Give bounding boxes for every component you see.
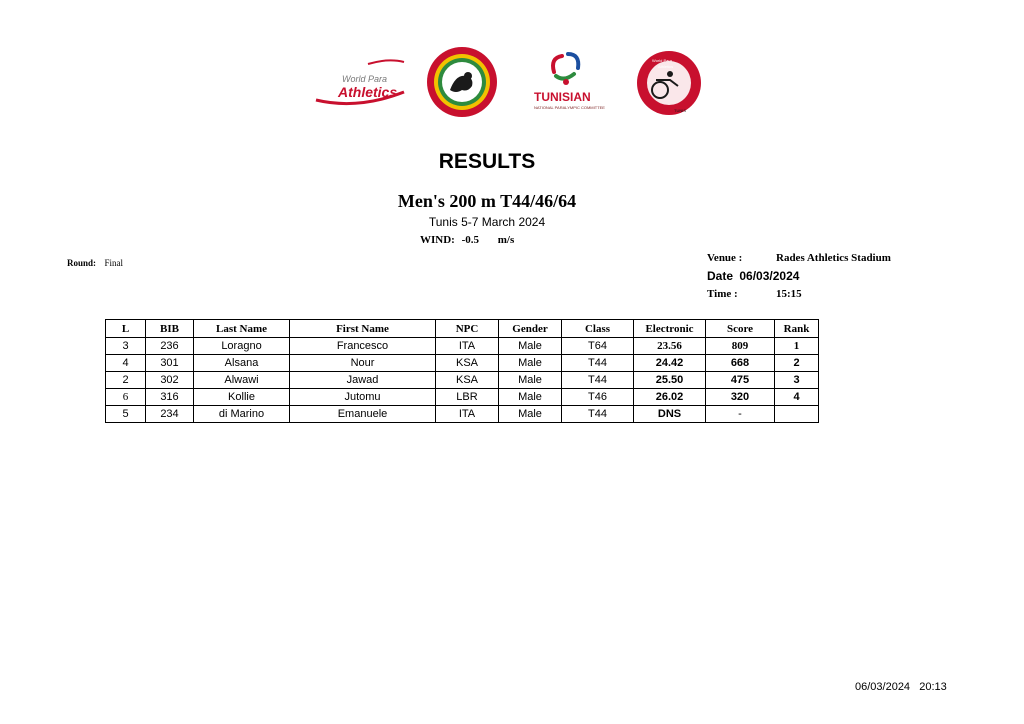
table-row (106, 372, 819, 389)
table-body (106, 338, 819, 423)
cell-class: T44 (562, 406, 634, 423)
cell-gender: Male (499, 338, 562, 355)
circular-emblem-icon (426, 46, 498, 118)
table-header-row (106, 320, 819, 338)
wind-value: -0.5 (461, 234, 480, 246)
cell-lane: 5 (106, 406, 146, 423)
cell-lane: 4 (106, 355, 146, 372)
col-header-score: Score (706, 320, 775, 338)
date-value: 06/03/2024 (739, 269, 800, 283)
table-row (106, 406, 819, 423)
cell-last-name: di Marino (194, 406, 290, 423)
wind-unit: m/s (497, 234, 515, 246)
cell-score: 320 (706, 389, 775, 406)
table-row (106, 389, 819, 406)
cell-last-name: Alsana (194, 355, 290, 372)
cell-gender: Male (499, 355, 562, 372)
cell-rank: 2 (775, 355, 819, 372)
cell-bib: 302 (146, 372, 194, 389)
cell-lane: 2 (106, 372, 146, 389)
tunisian-logo-subtext: NATIONAL PARALYMPIC COMMITTEE (534, 105, 605, 110)
col-header-bib: BIB (146, 320, 194, 338)
cell-npc: KSA (436, 372, 499, 389)
world-para-athletics-logo (308, 52, 408, 112)
col-header-npc: NPC (436, 320, 499, 338)
grand-prix-badge-logo (636, 50, 702, 116)
cell-last-name: Kollie (194, 389, 290, 406)
badge-city-text: TUNIS (674, 108, 686, 113)
results-table (105, 319, 819, 423)
cell-rank: 3 (775, 372, 819, 389)
wind-label: WIND: (420, 234, 455, 246)
event-subtitle: Tunis 5-7 March 2024 (428, 215, 546, 229)
cell-first-name: Jutomu (290, 389, 436, 406)
cell-score: 475 (706, 372, 775, 389)
date-line (707, 269, 799, 283)
col-header-last-name: Last Name (194, 320, 290, 338)
wind-line (420, 234, 514, 246)
cell-first-name: Jawad (290, 372, 436, 389)
print-timestamp: 06/03/2024 20:13 (855, 681, 947, 693)
cell-electronic: 25.50 (634, 372, 706, 389)
agitos-icon (528, 48, 604, 88)
cell-npc: KSA (436, 355, 499, 372)
event-title: Men's 200 m T44/46/64 (397, 191, 577, 211)
badge-mid-text: Athletics (658, 64, 674, 69)
table-row (106, 338, 819, 355)
cell-gender: Male (499, 406, 562, 423)
cell-npc: LBR (436, 389, 499, 406)
cell-rank: 1 (775, 338, 819, 355)
cell-npc: ITA (436, 406, 499, 423)
cell-npc: ITA (436, 338, 499, 355)
cell-electronic: DNS (634, 406, 706, 423)
cell-score: 668 (706, 355, 775, 372)
tunisian-npc-logo (528, 48, 604, 120)
cell-class: T44 (562, 355, 634, 372)
cell-last-name: Alwawi (194, 372, 290, 389)
badge-top-text: World Para (652, 58, 672, 63)
cell-score: - (706, 406, 775, 423)
cell-gender: Male (499, 389, 562, 406)
logo-strip (300, 40, 720, 122)
time-label: Time : (707, 288, 738, 300)
cell-first-name: Nour (290, 355, 436, 372)
cell-rank: 4 (775, 389, 819, 406)
round-label: Round: (67, 258, 97, 268)
col-header-rank: Rank (775, 320, 819, 338)
npc-emblem-logo (426, 46, 498, 118)
round-line (67, 253, 123, 271)
cell-bib: 316 (146, 389, 194, 406)
cell-gender: Male (499, 372, 562, 389)
cell-bib: 236 (146, 338, 194, 355)
cell-class: T64 (562, 338, 634, 355)
cell-electronic: 23.56 (634, 338, 706, 355)
col-header-lane: L (106, 320, 146, 338)
cell-lane: 3 (106, 338, 146, 355)
cell-bib: 234 (146, 406, 194, 423)
venue-value: Rades Athletics Stadium (776, 252, 891, 264)
wpa-logo-bottom-text: Athletics (338, 84, 398, 100)
tunisian-logo-text: TUNISIAN (534, 90, 591, 104)
table-row (106, 355, 819, 372)
col-header-class: Class (562, 320, 634, 338)
venue-label: Venue : (707, 252, 743, 264)
date-label: Date (707, 269, 734, 283)
col-header-electronic: Electronic (634, 320, 706, 338)
cell-class: T44 (562, 372, 634, 389)
cell-bib: 301 (146, 355, 194, 372)
cell-score: 809 (706, 338, 775, 355)
round-value: Final (104, 258, 123, 268)
table-header (106, 320, 819, 338)
cell-last-name: Loragno (194, 338, 290, 355)
page-title: RESULTS (438, 150, 536, 173)
cell-first-name: Francesco (290, 338, 436, 355)
col-header-first-name: First Name (290, 320, 436, 338)
wpa-logo-top-text: World Para (342, 74, 388, 84)
time-value: 15:15 (776, 288, 802, 300)
cell-electronic: 26.02 (634, 389, 706, 406)
cell-class: T46 (562, 389, 634, 406)
cell-rank (775, 406, 819, 423)
cell-electronic: 24.42 (634, 355, 706, 372)
cell-first-name: Emanuele (290, 406, 436, 423)
col-header-gender: Gender (499, 320, 562, 338)
cell-lane: 6 (106, 389, 146, 406)
